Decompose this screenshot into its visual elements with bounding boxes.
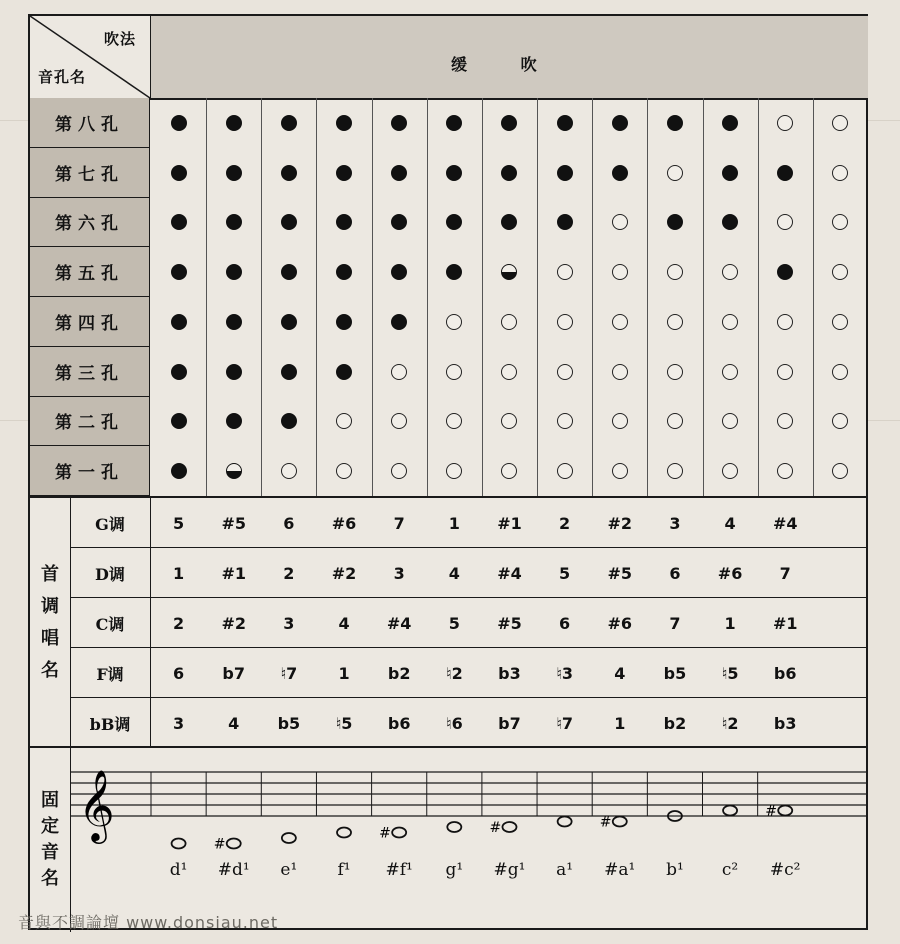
closed-hole-icon [281, 115, 297, 131]
open-hole-icon [832, 165, 848, 181]
closed-hole-icon [281, 264, 297, 280]
hole-name-4: 第四孔 [30, 297, 150, 347]
open-hole-icon [667, 264, 683, 280]
solfege-note: 5 [448, 613, 460, 633]
closed-hole-icon [281, 364, 297, 380]
solfege-note: b3 [773, 713, 797, 733]
whole-note-icon [778, 806, 792, 816]
sharp-icon: # [379, 825, 391, 842]
solfege-note: #2 [331, 563, 357, 583]
key-name: C调 [70, 598, 151, 648]
key-solfege-table [30, 496, 868, 748]
open-hole-icon [391, 364, 407, 380]
fixed-title-char: 定 [41, 816, 59, 837]
closed-hole-icon [391, 165, 407, 181]
solfege-note: #4 [772, 513, 798, 533]
key-title-char: 名 [41, 660, 59, 681]
solfege-note: ♮2 [721, 713, 739, 733]
closed-hole-icon [226, 165, 242, 181]
whole-note-icon [337, 828, 351, 838]
key-title-char: 调 [41, 596, 59, 617]
key-row [70, 598, 868, 648]
hole-name-5: 第五孔 [30, 247, 150, 297]
solfege-note: #1 [497, 513, 522, 533]
solfege-note: 7 [669, 613, 681, 633]
solfege-note: #2 [607, 513, 633, 533]
solfege-note: b5 [277, 713, 301, 733]
solfege-note: 4 [338, 613, 350, 633]
open-hole-icon [557, 314, 573, 330]
solfege-note: 7 [779, 563, 791, 583]
solfege-note: ♮3 [556, 663, 574, 683]
open-hole-icon [667, 463, 683, 479]
open-hole-icon [557, 364, 573, 380]
hole-name-3: 第三孔 [30, 347, 150, 397]
solfege-note: 1 [614, 713, 626, 733]
solfege-note: 7 [393, 513, 405, 533]
closed-hole-icon [226, 364, 242, 380]
solfege-note: 3 [283, 613, 295, 633]
solfege-note: 6 [173, 663, 185, 683]
sharp-icon: # [213, 836, 226, 853]
open-hole-icon [501, 364, 517, 380]
solfege-note: 6 [559, 613, 571, 633]
closed-hole-icon [226, 264, 242, 280]
whole-note-icon [502, 822, 516, 832]
blowing-mode-label: 缓 吹 [451, 55, 561, 74]
open-hole-icon [612, 314, 628, 330]
fingering-column [647, 98, 702, 496]
open-hole-icon [667, 364, 683, 380]
solfege-note: #5 [221, 513, 246, 533]
fixed-pitch-label: #g¹ [493, 860, 526, 880]
fixed-title-char: 固 [41, 790, 59, 811]
fixed-pitch-label: f¹ [337, 860, 351, 880]
solfege-note: 1 [173, 563, 185, 583]
solfege-note: #2 [221, 613, 246, 633]
solfege-note: ♮5 [721, 663, 739, 683]
closed-hole-icon [336, 165, 352, 181]
open-hole-icon [722, 314, 738, 330]
fingering-column [813, 98, 868, 496]
solfege-note: b2 [663, 713, 687, 733]
closed-hole-icon [557, 115, 573, 131]
technique-label: 吹法 [103, 30, 136, 48]
fixed-pitch-label: c² [721, 860, 739, 880]
open-hole-icon [446, 364, 462, 380]
solfege-note: #4 [497, 563, 522, 583]
key-name: F调 [70, 648, 151, 698]
fingering-column [206, 98, 261, 496]
solfege-note: ♮7 [556, 713, 574, 733]
solfege-note: b5 [663, 663, 687, 683]
closed-hole-icon [171, 214, 187, 230]
key-section-title [30, 498, 71, 748]
whole-note-icon [392, 828, 406, 838]
fingering-column [427, 98, 482, 496]
whole-note-icon [282, 833, 296, 843]
whole-note-icon [172, 839, 186, 849]
solfege-note: 4 [614, 663, 626, 683]
hole-name-8: 第八孔 [30, 98, 150, 148]
whole-note-icon [558, 817, 572, 827]
closed-hole-icon [612, 115, 628, 131]
solfege-note: 1 [338, 663, 350, 683]
open-hole-icon [667, 165, 683, 181]
solfege-note: 6 [283, 513, 295, 533]
fingering-column [151, 98, 206, 496]
closed-hole-icon [446, 165, 462, 181]
solfege-note: 3 [669, 513, 681, 533]
solfege-note: ♮6 [445, 713, 463, 733]
closed-hole-icon [171, 264, 187, 280]
fixed-title-char: 名 [41, 868, 59, 889]
whole-note-icon [613, 817, 627, 827]
solfege-note: 4 [724, 513, 736, 533]
fixed-pitch-label: a¹ [556, 860, 574, 880]
hole-name-1: 第一孔 [30, 446, 150, 496]
open-hole-icon [722, 364, 738, 380]
solfege-note: ♮2 [445, 663, 463, 683]
sharp-icon: # [765, 803, 777, 820]
solfege-note: 1 [724, 613, 736, 633]
solfege-note: b7 [222, 663, 245, 683]
fingering-column [372, 98, 427, 496]
solfege-note: 5 [559, 563, 571, 583]
fingering-column [592, 98, 647, 496]
fixed-title-char: 音 [41, 842, 59, 863]
fingering-chart [28, 14, 868, 930]
key-name: G调 [70, 498, 151, 548]
closed-hole-icon [171, 165, 187, 181]
solfege-note: 2 [283, 563, 295, 583]
solfege-note: 4 [228, 713, 240, 733]
solfege-note: 3 [173, 713, 185, 733]
hole-name-2: 第二孔 [30, 397, 150, 447]
key-row [70, 548, 868, 598]
solfege-note: #5 [607, 563, 633, 583]
solfege-note: 5 [173, 513, 185, 533]
fixed-section-title [30, 748, 71, 932]
fixed-pitch-label: b¹ [666, 860, 684, 880]
chart-header [30, 16, 868, 100]
sharp-icon: # [489, 820, 502, 836]
fixed-pitch-label: g¹ [445, 860, 464, 880]
closed-hole-icon [557, 214, 573, 230]
treble-clef-icon: 𝄞 [78, 768, 115, 841]
open-hole-icon [557, 463, 573, 479]
solfege-note: #5 [497, 613, 522, 633]
solfege-note: #1 [772, 613, 798, 633]
solfege-note: ♮7 [280, 663, 298, 683]
closed-hole-icon [226, 115, 242, 131]
fingering-column [537, 98, 592, 496]
closed-hole-icon [171, 115, 187, 131]
closed-hole-icon [722, 115, 738, 131]
solfege-note: 3 [393, 563, 405, 583]
fingering-column [703, 98, 758, 496]
closed-hole-icon [336, 314, 352, 330]
closed-hole-icon [226, 214, 242, 230]
solfege-note: b6 [773, 663, 797, 683]
fixed-pitch-label: e¹ [280, 860, 298, 880]
open-hole-icon [777, 115, 793, 131]
closed-hole-icon [557, 165, 573, 181]
closed-hole-icon [501, 165, 517, 181]
hole-name-label: 音孔名 [38, 68, 87, 86]
open-hole-icon [612, 264, 628, 280]
closed-hole-icon [612, 165, 628, 181]
mode-cell [151, 16, 868, 98]
closed-hole-icon [171, 413, 187, 429]
closed-hole-icon [226, 314, 242, 330]
closed-hole-icon [391, 314, 407, 330]
fixed-pitch-section [30, 746, 868, 932]
solfege-note: #6 [717, 563, 743, 583]
fixed-pitch-label: d¹ [169, 860, 188, 880]
solfege-note: ♮5 [335, 713, 353, 733]
key-name: D调 [70, 548, 151, 598]
fingering-grid [30, 98, 868, 496]
whole-note-icon [447, 822, 461, 832]
fingering-column [482, 98, 537, 496]
open-hole-icon [777, 314, 793, 330]
open-hole-icon [281, 463, 297, 479]
solfege-note: b2 [387, 663, 411, 683]
fingering-column [261, 98, 316, 496]
solfege-note: #1 [221, 563, 246, 583]
open-hole-icon [777, 364, 793, 380]
closed-hole-icon [226, 413, 242, 429]
key-row [70, 648, 868, 698]
solfege-note: b3 [498, 663, 521, 683]
key-title-char: 唱 [41, 628, 59, 649]
fingering-column [316, 98, 371, 496]
closed-hole-icon [171, 463, 187, 479]
closed-hole-icon [336, 115, 352, 131]
solfege-note: 2 [173, 613, 185, 633]
open-hole-icon [832, 364, 848, 380]
closed-hole-icon [171, 364, 187, 380]
closed-hole-icon [281, 314, 297, 330]
open-hole-icon [557, 413, 573, 429]
solfege-note: #4 [386, 613, 412, 633]
open-hole-icon [612, 364, 628, 380]
key-title-char: 首 [41, 564, 59, 585]
hole-name-6: 第六孔 [30, 198, 150, 248]
key-row [70, 498, 868, 548]
solfege-note: b7 [498, 713, 521, 733]
watermark: 音與不調論壇 www.donsiau.net [18, 913, 279, 932]
fixed-pitch-label: #f¹ [385, 860, 413, 880]
key-name: bB调 [70, 698, 151, 748]
open-hole-icon [667, 314, 683, 330]
solfege-note: 4 [448, 563, 460, 583]
solfege-note: 6 [669, 563, 681, 583]
closed-hole-icon [281, 165, 297, 181]
solfege-note: 1 [448, 513, 460, 533]
header-corner-cell [30, 16, 151, 98]
whole-note-icon [227, 839, 241, 849]
fingering-column [758, 98, 813, 496]
hole-name-7: 第七孔 [30, 148, 150, 198]
closed-hole-icon [336, 364, 352, 380]
solfege-note: 2 [559, 513, 571, 533]
solfege-note: #6 [607, 613, 633, 633]
whole-note-icon [723, 806, 737, 816]
open-hole-icon [557, 264, 573, 280]
sharp-icon: # [599, 814, 612, 831]
solfege-note: b6 [387, 713, 411, 733]
solfege-note: #6 [331, 513, 357, 533]
closed-hole-icon [391, 115, 407, 131]
fixed-pitch-label: #d¹ [217, 860, 250, 880]
closed-hole-icon [171, 314, 187, 330]
closed-hole-icon [667, 115, 683, 131]
fixed-pitch-label: #a¹ [604, 860, 636, 880]
open-hole-icon [612, 463, 628, 479]
fixed-pitch-label: #c² [769, 860, 801, 880]
half-hole-icon [226, 463, 242, 479]
closed-hole-icon [722, 165, 738, 181]
music-staff [70, 748, 868, 858]
key-row [70, 698, 868, 748]
closed-hole-icon [777, 165, 793, 181]
